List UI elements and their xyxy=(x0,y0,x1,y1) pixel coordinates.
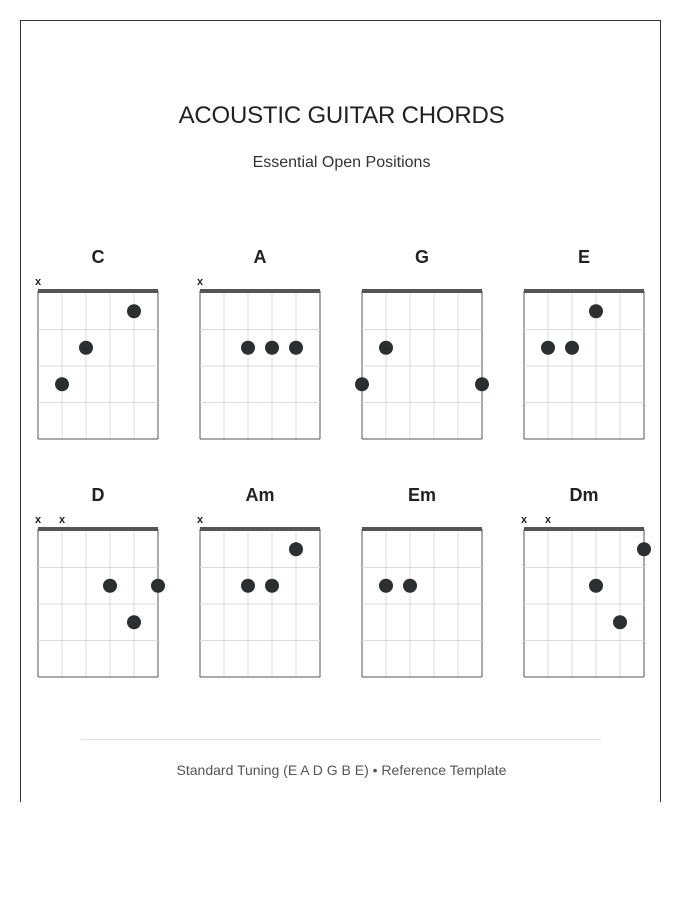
finger-dot xyxy=(589,304,603,318)
chord-diagram-g xyxy=(362,247,512,447)
fretboard-diagram xyxy=(34,509,168,679)
finger-dot xyxy=(265,579,279,593)
nut-bar xyxy=(200,289,320,293)
finger-dot xyxy=(241,341,255,355)
chord-diagram-a xyxy=(196,247,350,447)
finger-dot xyxy=(613,615,627,629)
fretboard-diagram xyxy=(196,509,330,679)
fretboard-diagram xyxy=(524,271,654,441)
fretboard-diagram xyxy=(520,509,654,679)
finger-dot xyxy=(379,341,393,355)
finger-dot xyxy=(127,615,141,629)
fretboard-diagram xyxy=(362,271,492,441)
muted-string-marker: x xyxy=(58,514,66,526)
muted-string-marker: x xyxy=(196,276,204,288)
muted-string-marker: x xyxy=(34,276,42,288)
chord-name: G xyxy=(414,247,429,267)
chord-diagram-c xyxy=(34,247,188,447)
nut-bar xyxy=(38,527,158,531)
finger-dot xyxy=(265,341,279,355)
finger-dot xyxy=(475,377,489,391)
finger-dot xyxy=(103,579,117,593)
nut-bar xyxy=(362,289,482,293)
chord-diagram-em xyxy=(362,485,512,685)
nut-bar xyxy=(200,527,320,531)
finger-dot xyxy=(379,579,393,593)
chord-name: E xyxy=(577,247,590,267)
muted-string-marker: x xyxy=(34,514,42,526)
finger-dot xyxy=(55,377,69,391)
page-subtitle: Essential Open Positions xyxy=(252,154,431,171)
chord-diagram-e xyxy=(524,247,674,447)
finger-dot xyxy=(151,579,165,593)
muted-string-marker: x xyxy=(520,514,528,526)
finger-dot xyxy=(241,579,255,593)
footer-divider xyxy=(81,739,601,740)
page-title: ACOUSTIC GUITAR CHORDS xyxy=(178,102,505,129)
fretboard-diagram xyxy=(34,271,168,441)
nut-bar xyxy=(524,527,644,531)
finger-dot xyxy=(541,341,555,355)
chord-name: C xyxy=(91,247,105,267)
nut-bar xyxy=(362,527,482,531)
finger-dot xyxy=(289,341,303,355)
chord-diagram-am xyxy=(196,485,350,685)
fretboard-diagram xyxy=(196,271,330,441)
chord-diagram-dm xyxy=(520,485,674,685)
chord-name: D xyxy=(91,485,105,505)
footer-note: Standard Tuning (E A D G B E) • Reference Template xyxy=(176,762,507,778)
finger-dot xyxy=(565,341,579,355)
nut-bar xyxy=(524,289,644,293)
finger-dot xyxy=(355,377,369,391)
chord-name: Dm xyxy=(569,485,599,505)
muted-string-marker: x xyxy=(544,514,552,526)
finger-dot xyxy=(403,579,417,593)
fretboard-diagram xyxy=(362,509,492,679)
finger-dot xyxy=(79,341,93,355)
muted-string-marker: x xyxy=(196,514,204,526)
finger-dot xyxy=(589,579,603,593)
chord-diagram-d xyxy=(34,485,188,685)
nut-bar xyxy=(38,289,158,293)
chord-sheet xyxy=(20,20,661,802)
chord-name: Em xyxy=(407,485,436,505)
finger-dot xyxy=(289,542,303,556)
chord-name: A xyxy=(253,247,267,267)
finger-dot xyxy=(637,542,651,556)
finger-dot xyxy=(127,304,141,318)
chord-name: Am xyxy=(245,485,275,505)
